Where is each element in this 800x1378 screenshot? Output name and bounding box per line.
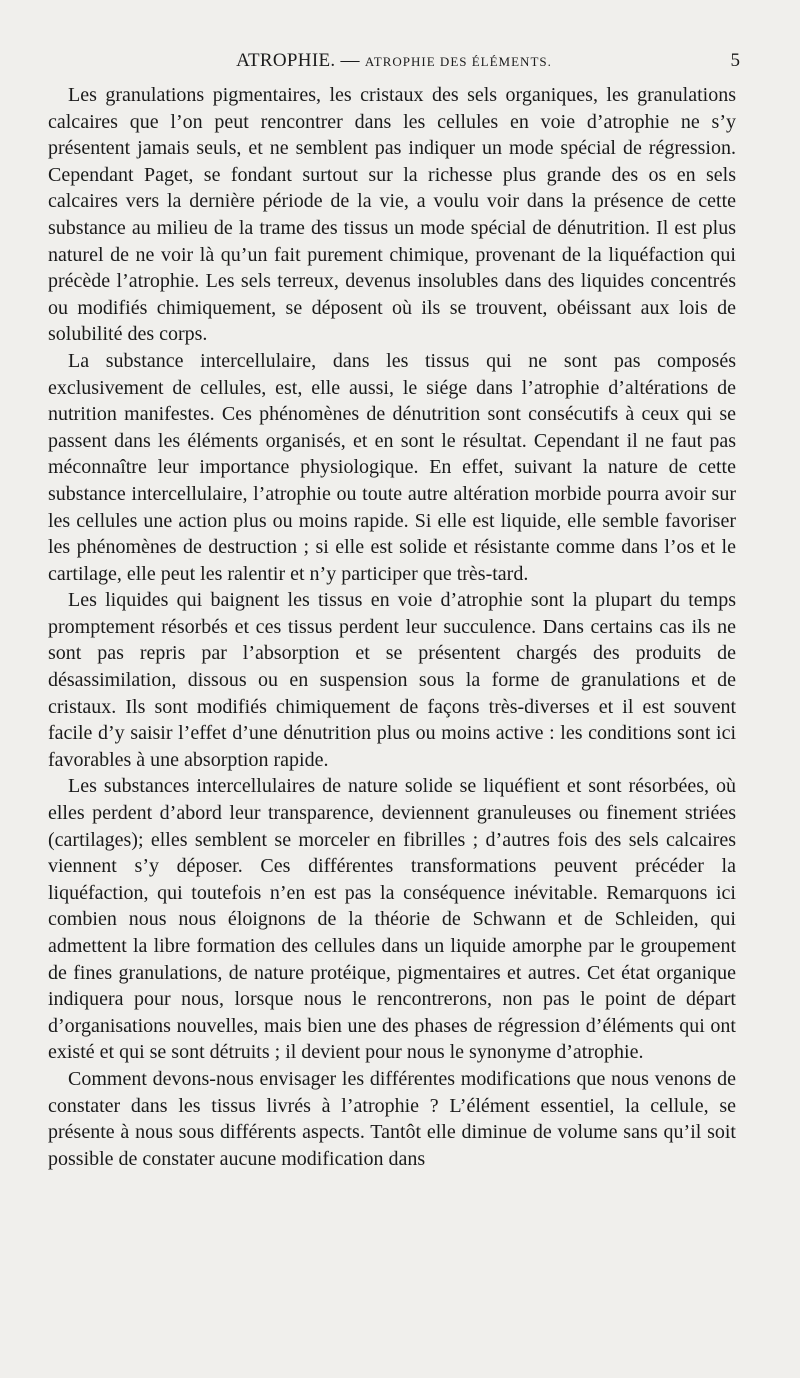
header-title-main: ATROPHIE.	[236, 50, 336, 71]
header-title-sub: ATROPHIE DES ÉLÉMENTS.	[364, 54, 552, 69]
paragraph-modifications: Comment devons-nous envisager les différentes modifications que nous venons de constater dans les tissus livrés à l’atrophie ? L’élément essentiel, la cellule, se présente à nous sous différents aspects. Tantôt elle diminue de volume sans qu’il soit possible de constater aucune modification dans	[48, 1067, 736, 1170]
paragraph-substances-solides: Les substances intercellulaires de nature solide se liquéfient et sont résorbées, où elles perdent d’abord leur transparence, deviennent granuleuses ou finement striées (cartilages); elles semblent se morceler en fibrilles ; d’autres fois des sels calcaires viennent s’y déposer. Ces différentes transformations peuvent précéder la liquéfaction, qui toutefois n’en est pas la conséquence inévitable. Remarquons ici combien nous nous éloignons de la théorie de Schwann et de Schleiden, qui admettent la libre formation des cellules dans un liquide amorphe par le groupement de fines granulations, de nature protéique, pigmentaires et autres. Cet état organique indiquera pour nous, lorsque nous le rencontrerons, non pas le point de départ d’organisations nouvelles, mais bien une des phases de régression d’éléments qui ont existé et qui se sont détruits ; il devient pour nous le synonyme d’atrophie.	[48, 775, 736, 1064]
page-number: 5	[730, 50, 740, 71]
running-head	[48, 48, 740, 74]
header-title-dash: —	[340, 50, 360, 71]
paragraph-substance-intercellulaire: La substance intercellulaire, dans les tissus qui ne sont pas composés exclusivement de cellules, est, elle aussi, le siége dans l’atrophie d’altérations de nutrition manifestes. Ces phénomènes de dénutrition sont consécutifs à ceux qui se passent dans les éléments organisés, et en sont le résultat. Cependant il ne faut pas méconnaître leur importance physiologique. En effet, suivant la nature de cette substance intercellulaire, l’atrophie ou toute autre altération morbide pourra avoir sur les cellules une action plus ou moins rapide. Si elle est liquide, elle semble favoriser les phénomènes de destruction ; si elle est solide et résistante comme dans l’os et le cartilage, elle peut les ralentir et n’y participer que très-tard.	[48, 349, 736, 585]
header-title	[48, 48, 740, 75]
paragraph-granulations: Les granulations pigmentaires, les cristaux des sels organiques, les granulations calcaires que l’on peut rencontrer dans les cellules en voie d’atrophie ne s’y présentent jamais seuls, et ne semblent pas indiquer un mode spécial de régression. Cependant Paget, se fondant surtout sur la richesse plus grande des os en sels calcaires vers la dernière période de la vie, a voulu voir dans la présence de cette substance au milieu de la trame des tissus un mode spécial de dénutrition. Il est plus naturel de ne voir là qu’un fait purement chimique, provenant de la liquéfaction qui précède l’atrophie. Les sels terreux, devenus insolubles dans des liquides concentrés ou modifiés chimiquement, se déposent où ils se trouvent, obéissant aux lois de solubilité des corps.	[48, 84, 736, 346]
body-text	[48, 82, 736, 1172]
paragraph-liquides: Les liquides qui baignent les tissus en voie d’atrophie sont la plupart du temps promptement résorbés et ces tissus perdent leur succulence. Dans certains cas ils ne sont pas repris par l’absorption et se présentent chargés des produits de désassimilation, dissous ou en suspension sous la forme de granulations et de cristaux. Ils sont modifiés chimiquement de façons très-diverses et il est souvent facile d’y saisir l’effet d’une dénutrition plus ou moins active : les conditions sont ici favorables à une absorption rapide.	[48, 589, 736, 771]
